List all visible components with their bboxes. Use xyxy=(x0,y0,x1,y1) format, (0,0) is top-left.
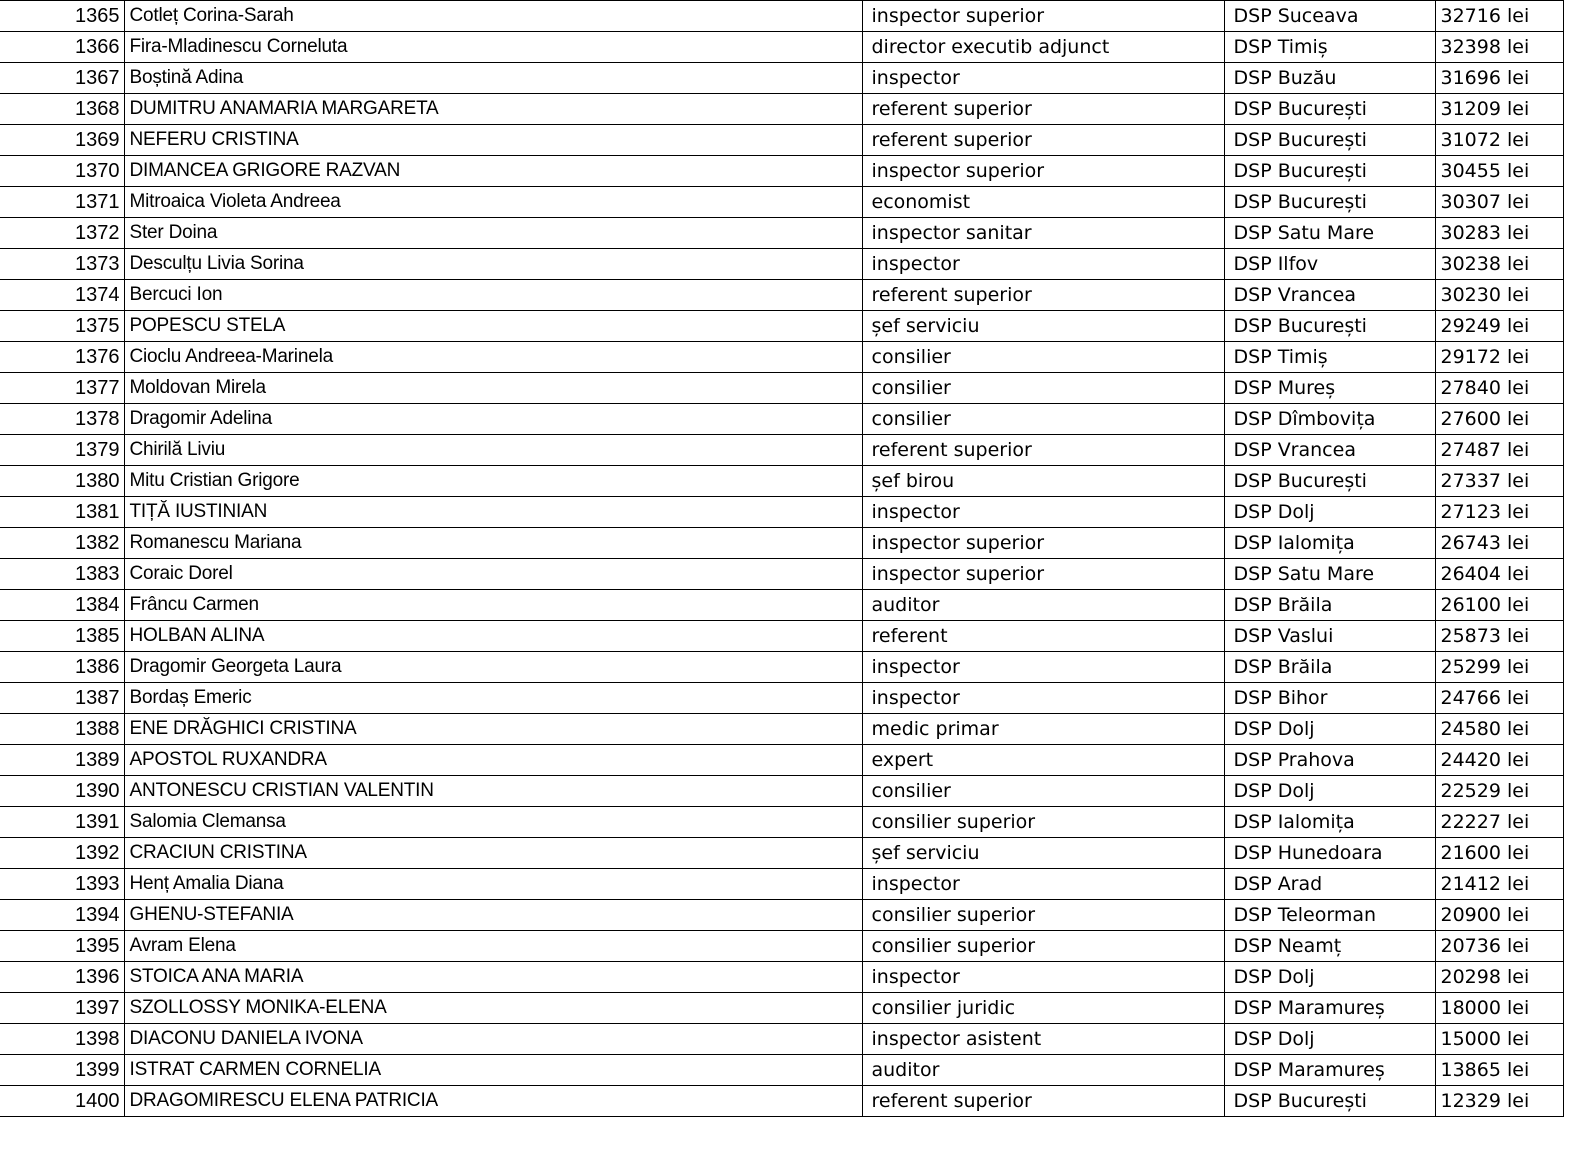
job-function-cell[interactable]: consilier superior xyxy=(862,900,1224,931)
table-row xyxy=(0,497,1563,528)
salary-cell[interactable]: 29249 lei xyxy=(1435,311,1563,342)
salary-cell[interactable]: 25299 lei xyxy=(1435,652,1563,683)
salary-cell[interactable]: 21412 lei xyxy=(1435,869,1563,900)
institution-cell[interactable]: DSP Dolj xyxy=(1224,714,1435,745)
employee-name-cell[interactable]: NEFERU CRISTINA xyxy=(124,125,862,156)
employee-name-cell[interactable]: DUMITRU ANAMARIA MARGARETA xyxy=(124,94,862,125)
job-function-cell[interactable]: referent superior xyxy=(862,125,1224,156)
job-function-cell[interactable]: referent xyxy=(862,621,1224,652)
employee-name-cell[interactable]: GHENU-STEFANIA xyxy=(124,900,862,931)
institution-cell[interactable]: DSP Timiș xyxy=(1224,342,1435,373)
job-function-cell[interactable]: inspector xyxy=(862,962,1224,993)
row-number-cell[interactable]: 1384 xyxy=(0,590,124,621)
salary-cell[interactable]: 13865 lei xyxy=(1435,1055,1563,1086)
job-function-cell[interactable]: inspector superior xyxy=(862,528,1224,559)
employee-name-cell[interactable]: Cioclu Andreea-Marinela xyxy=(124,342,862,373)
table-row xyxy=(0,466,1563,497)
employee-name-cell[interactable]: DIACONU DANIELA IVONA xyxy=(124,1024,862,1055)
table-row xyxy=(0,807,1563,838)
salary-cell[interactable]: 26100 lei xyxy=(1435,590,1563,621)
job-function-cell[interactable]: inspector xyxy=(862,683,1224,714)
employee-name-cell[interactable]: HOLBAN ALINA xyxy=(124,621,862,652)
job-function-cell[interactable]: inspector sanitar xyxy=(862,218,1224,249)
salary-cell[interactable]: 27840 lei xyxy=(1435,373,1563,404)
institution-cell[interactable]: DSP Dolj xyxy=(1224,962,1435,993)
employee-name-cell[interactable]: Coraic Dorel xyxy=(124,559,862,590)
salary-cell[interactable]: 25873 lei xyxy=(1435,621,1563,652)
salary-cell[interactable]: 30307 lei xyxy=(1435,187,1563,218)
row-number-cell[interactable]: 1372 xyxy=(0,218,124,249)
institution-cell[interactable]: DSP Hunedoara xyxy=(1224,838,1435,869)
institution-cell[interactable]: DSP București xyxy=(1224,466,1435,497)
row-number-cell[interactable]: 1382 xyxy=(0,528,124,559)
row-number-cell[interactable]: 1376 xyxy=(0,342,124,373)
table-row xyxy=(0,745,1563,776)
row-number-cell[interactable]: 1365 xyxy=(0,1,124,32)
employee-name-cell[interactable]: Avram Elena xyxy=(124,931,862,962)
row-number-cell[interactable]: 1373 xyxy=(0,249,124,280)
table-row xyxy=(0,280,1563,311)
table-row xyxy=(0,187,1563,218)
table-row xyxy=(0,838,1563,869)
employee-name-cell[interactable]: Dragomir Adelina xyxy=(124,404,862,435)
salary-cell[interactable]: 31072 lei xyxy=(1435,125,1563,156)
row-number-cell[interactable]: 1379 xyxy=(0,435,124,466)
salary-cell[interactable]: 30230 lei xyxy=(1435,280,1563,311)
salary-cell[interactable]: 21600 lei xyxy=(1435,838,1563,869)
row-number-cell[interactable]: 1394 xyxy=(0,900,124,931)
table-row xyxy=(0,590,1563,621)
institution-cell[interactable]: DSP Brăila xyxy=(1224,652,1435,683)
table-row xyxy=(0,218,1563,249)
row-number-cell[interactable]: 1386 xyxy=(0,652,124,683)
salary-cell[interactable]: 30455 lei xyxy=(1435,156,1563,187)
salary-cell[interactable]: 30283 lei xyxy=(1435,218,1563,249)
salary-cell[interactable]: 20736 lei xyxy=(1435,931,1563,962)
table-row xyxy=(0,559,1563,590)
institution-cell[interactable]: DSP Teleorman xyxy=(1224,900,1435,931)
employee-name-cell[interactable]: Moldovan Mirela xyxy=(124,373,862,404)
salary-cell[interactable]: 31209 lei xyxy=(1435,94,1563,125)
employee-name-cell[interactable]: Desculțu Livia Sorina xyxy=(124,249,862,280)
salary-cell[interactable]: 30238 lei xyxy=(1435,249,1563,280)
row-number-cell[interactable]: 1395 xyxy=(0,931,124,962)
job-function-cell[interactable]: inspector superior xyxy=(862,559,1224,590)
table-row xyxy=(0,435,1563,466)
row-number-cell[interactable]: 1366 xyxy=(0,32,124,63)
job-function-cell[interactable]: referent superior xyxy=(862,94,1224,125)
job-function-cell[interactable]: expert xyxy=(862,745,1224,776)
employee-name-cell[interactable]: Chirilă Liviu xyxy=(124,435,862,466)
salary-cell[interactable]: 20298 lei xyxy=(1435,962,1563,993)
institution-cell[interactable]: DSP Satu Mare xyxy=(1224,559,1435,590)
job-function-cell[interactable]: șef serviciu xyxy=(862,838,1224,869)
row-number-cell[interactable]: 1387 xyxy=(0,683,124,714)
salary-cell[interactable]: 22227 lei xyxy=(1435,807,1563,838)
job-function-cell[interactable]: auditor xyxy=(862,590,1224,621)
job-function-cell[interactable]: director executib adjunct xyxy=(862,32,1224,63)
institution-cell[interactable]: DSP Dolj xyxy=(1224,1024,1435,1055)
row-number-cell[interactable]: 1380 xyxy=(0,466,124,497)
job-function-cell[interactable]: șef birou xyxy=(862,466,1224,497)
institution-cell[interactable]: DSP Ialomița xyxy=(1224,807,1435,838)
row-number-cell[interactable]: 1391 xyxy=(0,807,124,838)
job-function-cell[interactable]: consilier superior xyxy=(862,807,1224,838)
salary-cell[interactable]: 27487 lei xyxy=(1435,435,1563,466)
table-row xyxy=(0,32,1563,63)
salary-cell[interactable]: 27337 lei xyxy=(1435,466,1563,497)
salary-cell[interactable]: 24766 lei xyxy=(1435,683,1563,714)
table-row xyxy=(0,125,1563,156)
employee-name-cell[interactable]: Romanescu Mariana xyxy=(124,528,862,559)
job-function-cell[interactable]: consilier xyxy=(862,776,1224,807)
salary-cell[interactable]: 26404 lei xyxy=(1435,559,1563,590)
institution-cell[interactable]: DSP Dîmbovița xyxy=(1224,404,1435,435)
table-row xyxy=(0,311,1563,342)
salary-cell[interactable]: 27600 lei xyxy=(1435,404,1563,435)
job-function-cell[interactable]: inspector superior xyxy=(862,156,1224,187)
row-number-cell[interactable]: 1389 xyxy=(0,745,124,776)
institution-cell[interactable]: DSP Satu Mare xyxy=(1224,218,1435,249)
salary-cell[interactable]: 29172 lei xyxy=(1435,342,1563,373)
table-row xyxy=(0,621,1563,652)
institution-cell[interactable]: DSP Vrancea xyxy=(1224,435,1435,466)
employee-name-cell[interactable]: STOICA ANA MARIA xyxy=(124,962,862,993)
row-number-cell[interactable]: 1385 xyxy=(0,621,124,652)
table-row xyxy=(0,776,1563,807)
row-number-cell[interactable]: 1381 xyxy=(0,497,124,528)
salary-cell[interactable]: 24580 lei xyxy=(1435,714,1563,745)
institution-cell[interactable]: DSP București xyxy=(1224,156,1435,187)
institution-cell[interactable]: DSP București xyxy=(1224,94,1435,125)
salary-cell[interactable]: 27123 lei xyxy=(1435,497,1563,528)
job-function-cell[interactable]: medic primar xyxy=(862,714,1224,745)
employee-name-cell[interactable]: Frâncu Carmen xyxy=(124,590,862,621)
row-number-cell[interactable]: 1368 xyxy=(0,94,124,125)
institution-cell[interactable]: DSP București xyxy=(1224,311,1435,342)
table-row xyxy=(0,404,1563,435)
job-function-cell[interactable]: economist xyxy=(862,187,1224,218)
employee-name-cell[interactable]: DRAGOMIRESCU ELENA PATRICIA xyxy=(124,1086,862,1117)
table-row xyxy=(0,869,1563,900)
row-number-cell[interactable]: 1392 xyxy=(0,838,124,869)
table-row xyxy=(0,63,1563,94)
employee-name-cell[interactable]: Bercuci Ion xyxy=(124,280,862,311)
table-row xyxy=(0,683,1563,714)
job-function-cell[interactable]: auditor xyxy=(862,1055,1224,1086)
institution-cell[interactable]: DSP Bihor xyxy=(1224,683,1435,714)
table-row xyxy=(0,652,1563,683)
institution-cell[interactable]: DSP Vaslui xyxy=(1224,621,1435,652)
institution-cell[interactable]: DSP Dolj xyxy=(1224,497,1435,528)
row-number-cell[interactable]: 1369 xyxy=(0,125,124,156)
salary-cell[interactable]: 32716 lei xyxy=(1435,1,1563,32)
institution-cell[interactable]: DSP București xyxy=(1224,1086,1435,1117)
row-number-cell[interactable]: 1388 xyxy=(0,714,124,745)
institution-cell[interactable]: DSP Maramureș xyxy=(1224,993,1435,1024)
institution-cell[interactable]: DSP Maramureș xyxy=(1224,1055,1435,1086)
row-number-cell[interactable]: 1398 xyxy=(0,1024,124,1055)
table-row xyxy=(0,1024,1563,1055)
row-number-cell[interactable]: 1390 xyxy=(0,776,124,807)
salary-cell[interactable]: 31696 lei xyxy=(1435,63,1563,94)
institution-cell[interactable]: DSP Dolj xyxy=(1224,776,1435,807)
row-number-cell[interactable]: 1377 xyxy=(0,373,124,404)
salary-cell[interactable]: 32398 lei xyxy=(1435,32,1563,63)
table-row xyxy=(0,1055,1563,1086)
table-row xyxy=(0,931,1563,962)
job-function-cell[interactable]: inspector xyxy=(862,869,1224,900)
row-number-cell[interactable]: 1393 xyxy=(0,869,124,900)
employee-name-cell[interactable]: SZOLLOSSY MONIKA-ELENA xyxy=(124,993,862,1024)
salary-cell[interactable]: 20900 lei xyxy=(1435,900,1563,931)
employee-name-cell[interactable]: Bordaș Emeric xyxy=(124,683,862,714)
institution-cell[interactable]: DSP Prahova xyxy=(1224,745,1435,776)
employee-name-cell[interactable]: Dragomir Georgeta Laura xyxy=(124,652,862,683)
institution-cell[interactable]: DSP Arad xyxy=(1224,869,1435,900)
employee-name-cell[interactable]: Salomia Clemansa xyxy=(124,807,862,838)
institution-cell[interactable]: DSP Ilfov xyxy=(1224,249,1435,280)
table-row xyxy=(0,1086,1563,1117)
job-function-cell[interactable]: consilier xyxy=(862,342,1224,373)
job-function-cell[interactable]: inspector xyxy=(862,249,1224,280)
institution-cell[interactable]: DSP Buzău xyxy=(1224,63,1435,94)
institution-cell[interactable]: DSP Timiș xyxy=(1224,32,1435,63)
job-function-cell[interactable]: consilier xyxy=(862,404,1224,435)
salary-cell[interactable]: 22529 lei xyxy=(1435,776,1563,807)
salary-cell[interactable]: 15000 lei xyxy=(1435,1024,1563,1055)
row-number-cell[interactable]: 1367 xyxy=(0,63,124,94)
table-row xyxy=(0,249,1563,280)
row-number-cell[interactable]: 1383 xyxy=(0,559,124,590)
institution-cell[interactable]: DSP București xyxy=(1224,187,1435,218)
row-number-cell[interactable]: 1374 xyxy=(0,280,124,311)
salary-cell[interactable]: 26743 lei xyxy=(1435,528,1563,559)
employee-name-cell[interactable]: APOSTOL RUXANDRA xyxy=(124,745,862,776)
employee-name-cell[interactable]: ISTRAT CARMEN CORNELIA xyxy=(124,1055,862,1086)
institution-cell[interactable]: DSP Mureș xyxy=(1224,373,1435,404)
employee-name-cell[interactable]: TIȚĂ IUSTINIAN xyxy=(124,497,862,528)
row-number-cell[interactable]: 1370 xyxy=(0,156,124,187)
employee-name-cell[interactable]: Mitu Cristian Grigore xyxy=(124,466,862,497)
salary-cell[interactable]: 24420 lei xyxy=(1435,745,1563,776)
table-row xyxy=(0,156,1563,187)
table-row xyxy=(0,714,1563,745)
institution-cell[interactable]: DSP Neamț xyxy=(1224,931,1435,962)
job-function-cell[interactable]: consilier juridic xyxy=(862,993,1224,1024)
table-row xyxy=(0,962,1563,993)
job-function-cell[interactable]: referent superior xyxy=(862,1086,1224,1117)
employee-name-cell[interactable]: POPESCU STELA xyxy=(124,311,862,342)
job-function-cell[interactable]: referent superior xyxy=(862,435,1224,466)
job-function-cell[interactable]: consilier superior xyxy=(862,931,1224,962)
institution-cell[interactable]: DSP Ialomița xyxy=(1224,528,1435,559)
job-function-cell[interactable]: inspector asistent xyxy=(862,1024,1224,1055)
employee-name-cell[interactable]: Ster Doina xyxy=(124,218,862,249)
employee-name-cell[interactable]: Boștină Adina xyxy=(124,63,862,94)
job-function-cell[interactable]: inspector xyxy=(862,497,1224,528)
row-number-cell[interactable]: 1375 xyxy=(0,311,124,342)
job-function-cell[interactable]: referent superior xyxy=(862,280,1224,311)
row-number-cell[interactable]: 1378 xyxy=(0,404,124,435)
table-row xyxy=(0,373,1563,404)
job-function-cell[interactable]: inspector xyxy=(862,63,1224,94)
institution-cell[interactable]: DSP Vrancea xyxy=(1224,280,1435,311)
table-row xyxy=(0,94,1563,125)
job-function-cell[interactable]: consilier xyxy=(862,373,1224,404)
salary-cell[interactable]: 18000 lei xyxy=(1435,993,1563,1024)
employee-name-cell[interactable]: ANTONESCU CRISTIAN VALENTIN xyxy=(124,776,862,807)
job-function-cell[interactable]: inspector xyxy=(862,652,1224,683)
institution-cell[interactable]: DSP Suceava xyxy=(1224,1,1435,32)
row-number-cell[interactable]: 1396 xyxy=(0,962,124,993)
employee-name-cell[interactable]: Mitroaica Violeta Andreea xyxy=(124,187,862,218)
row-number-cell[interactable]: 1399 xyxy=(0,1055,124,1086)
table-body xyxy=(0,1,1563,1117)
table-row xyxy=(0,993,1563,1024)
job-function-cell[interactable]: inspector superior xyxy=(862,1,1224,32)
table-row xyxy=(0,1,1563,32)
row-number-cell[interactable]: 1371 xyxy=(0,187,124,218)
salary-cell[interactable]: 12329 lei xyxy=(1435,1086,1563,1117)
table-row xyxy=(0,528,1563,559)
institution-cell[interactable]: DSP Brăila xyxy=(1224,590,1435,621)
employee-name-cell[interactable]: ENE DRĂGHICI CRISTINA xyxy=(124,714,862,745)
job-function-cell[interactable]: șef serviciu xyxy=(862,311,1224,342)
table-row xyxy=(0,900,1563,931)
employee-name-cell[interactable]: Henț Amalia Diana xyxy=(124,869,862,900)
employee-name-cell[interactable]: Fira-Mladinescu Corneluta xyxy=(124,32,862,63)
employee-name-cell[interactable]: CRACIUN CRISTINA xyxy=(124,838,862,869)
institution-cell[interactable]: DSP București xyxy=(1224,125,1435,156)
employee-name-cell[interactable]: Cotleț Corina-Sarah xyxy=(124,1,862,32)
employee-name-cell[interactable]: DIMANCEA GRIGORE RAZVAN xyxy=(124,156,862,187)
table-row xyxy=(0,342,1563,373)
row-number-cell[interactable]: 1400 xyxy=(0,1086,124,1117)
row-number-cell[interactable]: 1397 xyxy=(0,993,124,1024)
